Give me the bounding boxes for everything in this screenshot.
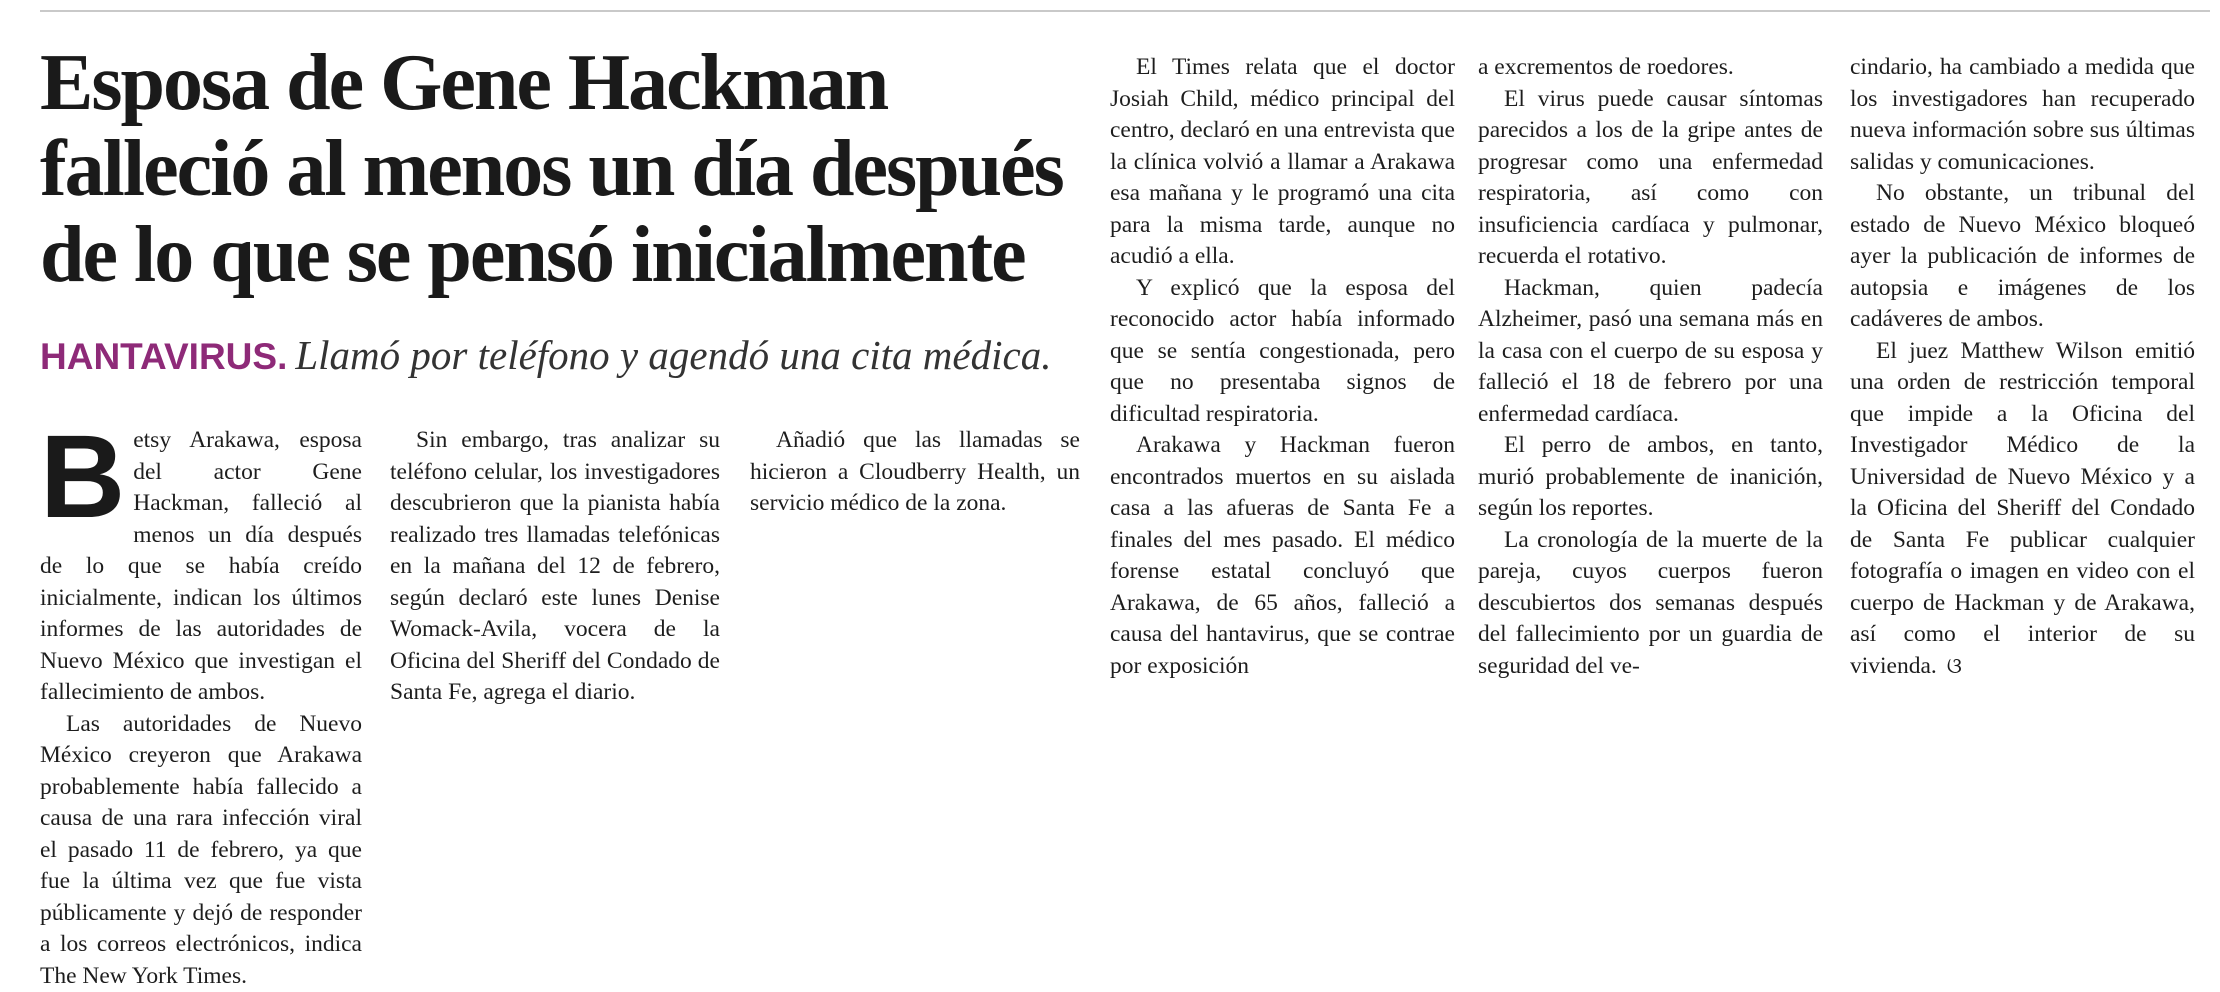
deck: Llamó por teléfono y agendó una cita médica. [295,332,1051,378]
paragraph [1850,336,2195,683]
paragraph: Las autoridades de Nuevo México creyeron que Arakawa probablemente había fallecido a causa de una rara infección viral el pasado 11 de febrero, ya que fue la última vez que fue vista públicamente y dejó de responder a los correos electrónicos, indica The New York Times. [40,709,362,992]
end-mark-icon: ଓ [1947,654,1962,679]
paragraph: La cronología de la muerte de la pareja, cuyos cuerpos fueron descubiertos dos semanas después del fallecimiento por un guardia de seguridad del ve- [1478,525,1823,683]
headline [40,40,1120,298]
paragraph: El Times relata que el doctor Josiah Child, médico principal del centro, declaró en una entrevista que la clínica volvió a llamar a Arakawa esa mañana y le programó una cita para la misma tarde, aunque no acudió a ella. [1110,52,1455,273]
paragraph: Añadió que las llamadas se hicieron a Cloudberry Health, un servicio médico de la zona. [750,425,1080,520]
headline-line-2: falleció al menos un día después [40,126,1120,212]
column-3 [750,425,1080,520]
paragraph: Sin embargo, tras analizar su teléfono celular, los investigadores descubrieron que la pianista había realizado tres llamadas telefónicas en la mañana del 12 de febrero, según declaró este lunes Denise Womack-Avila, vocera de la Oficina del Sheriff del Condado de Santa Fe, agrega el diario. [390,425,720,709]
column-4 [1110,52,1455,682]
paragraph-continued: a excrementos de roedores. [1478,52,1823,84]
paragraph: No obstante, un tribunal del estado de Nuevo México bloqueó ayer la publicación de informes de autopsia e imágenes de los cadáveres de ambos. [1850,178,2195,336]
paragraph-continued: cindario, ha cambiado a medida que los investigadores han recuperado nueva información sobre sus últimas salidas y comunicaciones. [1850,52,2195,178]
column-5 [1478,52,1823,682]
column-1 [40,425,362,992]
paragraph: El virus puede causar síntomas parecidos a los de la gripe antes de progresar como una enfermedad respiratoria, así como con insuficiencia cardíaca y pulmonar, recuerda el rotativo. [1478,84,1823,273]
headline-line-3: de lo que se pensó inicialmente [40,212,1120,298]
top-rule [40,10,2210,12]
drop-cap: B [40,429,125,525]
column-6 [1850,52,2195,682]
paragraph-text: etsy Arakawa, esposa del actor Gene Hackman, falleció al menos un día después de lo que se había creído inicialmente, indican los últimos informes de las autoridades de Nuevo México que investigan el fallecimiento de ambos. [40,427,362,705]
paragraph: El perro de ambos, en tanto, murió probablemente de inanición, según los reportes. [1478,430,1823,525]
lead-paragraph [40,425,362,709]
paragraph: Y explicó que la esposa del reconocido actor había informado que se sentía congestionada, pero que no presentaba signos de dificultad respiratoria. [1110,273,1455,431]
paragraph: Arakawa y Hackman fueron encontrados muertos en su aislada casa a las afueras de Santa Fe a finales del mes pasado. El médico forense estatal concluyó que Arakawa, de 65 años, falleció a causa del hantavirus, que se contrae por exposición [1110,430,1455,682]
headline-line-1: Esposa de Gene Hackman [40,40,1120,126]
column-2 [390,425,720,709]
section-kicker: HANTAVIRUS. [40,336,287,377]
paragraph-text: El juez Matthew Wilson emitió una orden de restricción temporal que impide a la Oficina del Investigador Médico de la Universidad de Nuevo México y a la Oficina del Sheriff del Condado de Santa Fe publicar cualquier fotografía o imagen en video con el cuerpo de Hackman y de Arakawa, así como el interior de su vivienda. [1850,338,2195,679]
paragraph: Hackman, quien padecía Alzheimer, pasó una semana más en la casa con el cuerpo de su esposa y falleció el 18 de febrero por una enfermedad cardíaca. [1478,273,1823,431]
kicker-line [40,330,1160,382]
